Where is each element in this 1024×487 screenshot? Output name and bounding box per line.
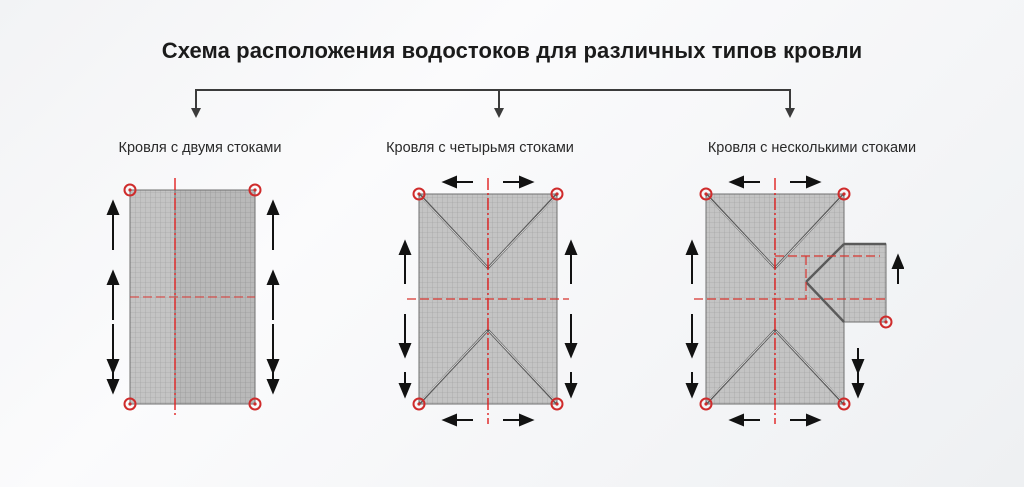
roof-diagram-multiple-slopes [684,172,904,442]
caption-multiple-slopes: Кровля с несколькими стоками [707,140,917,156]
roof-diagram-four-slopes [397,172,597,442]
caption-four-slopes: Кровля с четырьмя стоками [386,140,574,156]
bracket-connector-icon [0,88,1024,122]
roof-diagram-two-slopes [95,172,295,422]
page-title: Схема расположения водостоков для различных типов кровли [161,38,863,63]
caption-two-slopes: Кровля с двумя стоками [118,140,282,156]
